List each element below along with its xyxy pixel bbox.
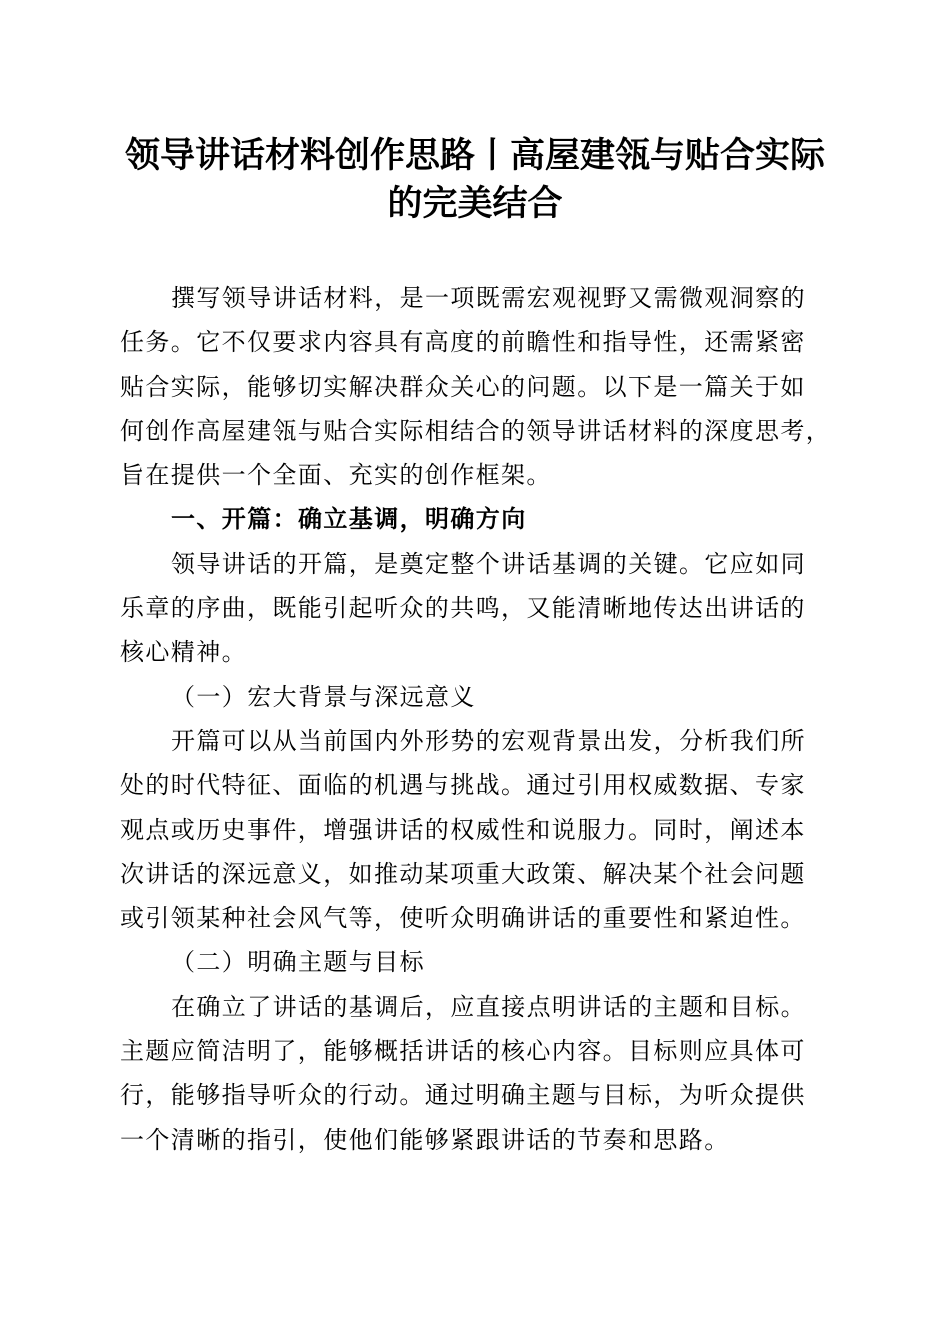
text-line: 在确立了讲话的基调后，应直接点明讲话的主题和目标。	[171, 992, 806, 1021]
text-line: 撰写领导讲话材料，是一项既需宏观视野又需微观洞察的	[171, 284, 806, 312]
paragraph	[120, 985, 840, 1162]
text-line: （二）明确主题与目标	[171, 948, 425, 977]
text-line: 开篇可以从当前国内外形势的宏观背景出发，分析我们所	[171, 726, 806, 755]
text-line: （一）宏大背景与深远意义	[171, 682, 476, 711]
title-line: 领导讲话材料创作思路丨高屋建瓴与贴合实际	[124, 135, 825, 176]
section-heading	[120, 497, 840, 541]
document-title	[0, 132, 950, 228]
text-line: 任务。它不仅要求内容具有高度的前瞻性和指导性，还需紧密	[120, 328, 806, 357]
text-line: 旨在提供一个全面、充实的创作框架。	[120, 461, 552, 490]
text-line: 行，能够指导听众的行动。通过明确主题与目标，为听众提供	[120, 1081, 806, 1110]
text-line: 何创作高屋建瓴与贴合实际相结合的领导讲话材料的深度思考，	[120, 416, 832, 445]
text-line: 观点或历史事件，增强讲话的权威性和说服力。同时，阐述本	[120, 815, 806, 844]
text-line: 乐章的序曲，既能引起听众的共鸣，又能清晰地传达出讲话的	[120, 594, 806, 623]
text-line: 领导讲话的开篇，是奠定整个讲话基调的关键。它应如同	[171, 549, 806, 578]
text-line: 主题应简洁明了，能够概括讲话的核心内容。目标则应具体可	[120, 1037, 806, 1066]
subsection-heading	[120, 940, 840, 984]
title-line: 的完美结合	[387, 183, 563, 224]
text-line: 贴合实际，能够切实解决群众关心的问题。以下是一篇关于如	[120, 372, 806, 401]
paragraph	[120, 276, 840, 497]
text-line: 处的时代特征、面临的机遇与挑战。通过引用权威数据、专家	[120, 771, 806, 800]
text-line: 一、开篇：确立基调，明确方向	[171, 504, 527, 534]
subsection-heading	[120, 675, 840, 719]
text-line: 核心精神。	[120, 638, 247, 667]
paragraph	[120, 542, 840, 675]
document-body	[120, 276, 840, 1162]
paragraph	[120, 719, 840, 940]
text-line: 次讲话的深远意义，如推动某项重大政策、解决某个社会问题	[120, 859, 806, 888]
text-line: 或引领某种社会风气等，使听众明确讲话的重要性和紧迫性。	[120, 904, 806, 933]
text-line: 一个清晰的指引，使他们能够紧跟讲话的节奏和思路。	[120, 1125, 730, 1154]
